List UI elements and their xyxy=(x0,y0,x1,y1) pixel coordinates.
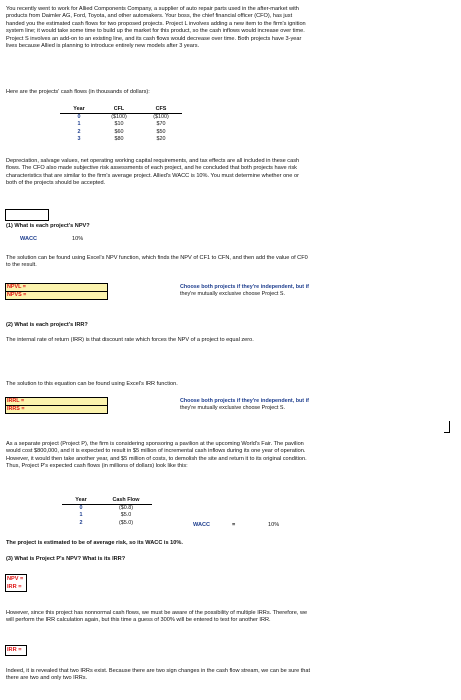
cell-cash-flow: ($5.0) xyxy=(118,519,134,526)
project-p-risk: The project is estimated to be of average risk, so its WACC is 10%. xyxy=(6,540,183,546)
table-row xyxy=(62,505,152,513)
cell-cash-flow: $5.0 xyxy=(120,512,132,519)
npv-s-cell[interactable]: NPVS = xyxy=(6,291,107,299)
project-p-paragraph: As a separate project (Project P), the firm is considering sponsoring a pavilion at the upcoming World's Fair. The pavilion would cost $800,000, and it is expected to result in $5 million of incremental cash inflows during its one year of operation. However, it would then take another year, and $5 million of costs, to demolish the site and return it to its original condition. Thus, Project P's expected cash flows (in millions of dollars) look like this: xyxy=(6,441,311,471)
irr-decision-note xyxy=(180,398,310,412)
cell-cfl: $10 xyxy=(114,121,124,128)
wacc2-label: WACC xyxy=(193,522,211,528)
wacc-value[interactable]: 10% xyxy=(72,236,84,242)
project-p-table xyxy=(62,497,152,527)
table-row xyxy=(60,136,182,143)
cell-year: 2 xyxy=(77,128,81,135)
intro-paragraph: You recently went to work for Allied Components Company, a supplier of auto repair parts used in the after-market with products from Daimler AG, Ford, Toyota, and other automakers. Your boss, the chief financial officer (CFO), has just handed you the estimated cash flows for two proposed projects. Project L involves adding a new item to the firm's ignition system line; it would take some time to build up the market for this product, so the cash inflows would increase over time. Project S involves an add-on to an existing line, and its cash flows would decrease over time. Both projects have 3-year lives because Allied is planning to introduce entirely new models after 3 years. xyxy=(6,6,306,50)
wacc2-value[interactable]: 10% xyxy=(268,522,280,528)
npv-solution-text: The solution can be found using Excel's NPV function, which finds the NPV of CF1 to CFN, and then add the value of CF0 to the result. xyxy=(6,255,308,269)
conclusion-paragraph: Indeed, it is revealed that two IRRs exist. Because there are two sign changes in the cash flow stream, we can be sure that there are two and only two IRRs. xyxy=(6,668,311,682)
question-1: (1) What is each project's NPV? xyxy=(6,223,90,229)
selected-cell[interactable] xyxy=(5,209,49,221)
cell-year: 0 xyxy=(79,505,83,512)
npv-note-rest: they're mutually exclusive choose Project S. xyxy=(180,291,285,298)
cell-cfl: $60 xyxy=(114,128,124,135)
irr-note-rest: they're mutually exclusive choose Project S. xyxy=(180,405,285,412)
cell-cash-flow: ($0.8) xyxy=(118,505,134,512)
irr-solution-text: The solution to this equation can be found using Excel's IRR function. xyxy=(6,381,178,387)
cell-cfs: $70 xyxy=(156,121,166,128)
nonnormal-paragraph: However, since this project has nonnormal cash flows, we must be aware of the possibility of multiple IRRs. Therefore, we will perform the IRR calculation again, but this time a guess of 300% will be entered to test for another IRR. xyxy=(6,610,308,624)
cell-year: 3 xyxy=(77,135,81,142)
cell-cfs: ($100) xyxy=(153,114,169,121)
npv-answer-box xyxy=(5,283,108,300)
col-cash-flow-header: Cash Flow xyxy=(100,497,152,505)
cash-flow-table xyxy=(60,106,182,143)
project-p-answer-box xyxy=(5,574,27,592)
col-cfs-header: CFS xyxy=(140,106,182,114)
irr-definition: The internal rate of return (IRR) is that discount rate which forces the NPV of a project to equal zero. xyxy=(6,337,254,343)
irr-note-lead: Choose both projects if they're independent, but if xyxy=(180,398,309,404)
project-p-irr-cell[interactable]: IRR = xyxy=(7,584,22,590)
irr-s-cell[interactable]: IRRS = xyxy=(6,405,107,413)
assumptions-paragraph: Depreciation, salvage values, net operating working capital requirements, and tax effects are all included in these cash flows. The CFO also made subjective risk assessments of each project, and he concluded that both projects have risk characteristics that are similar to the firm's average project. Allied's WACC is 10%. You must determine whether one or both of the projects should be accepted. xyxy=(6,158,300,187)
table-row xyxy=(62,512,152,519)
project-p-npv-cell[interactable]: NPV = xyxy=(7,576,24,582)
cell-cfl: $80 xyxy=(114,135,124,142)
npv-note-lead: Choose both projects if they're independent, but if xyxy=(180,284,309,290)
question-3: (3) What is Project P's NPV? What is its IRR? xyxy=(6,556,126,562)
cell-year: 2 xyxy=(79,519,83,526)
cell-year: 1 xyxy=(79,512,83,519)
table-row xyxy=(60,129,182,136)
cell-year: 0 xyxy=(77,114,81,121)
table-row xyxy=(60,114,182,122)
irr-answer-box xyxy=(5,397,108,414)
sheet-edge-marker xyxy=(444,421,450,433)
cash-flow-heading: Here are the projects' cash flows (in thousands of dollars): xyxy=(6,89,150,95)
irr-guess-cell[interactable]: IRR = xyxy=(7,647,22,653)
npv-l-cell[interactable]: NPVL = xyxy=(7,284,26,290)
irr-guess-box xyxy=(5,645,27,656)
npv-decision-note xyxy=(180,284,310,298)
wacc-label: WACC xyxy=(20,236,38,242)
table-row xyxy=(62,520,152,527)
irr-l-cell[interactable]: IRRL = xyxy=(7,398,25,404)
cell-year: 1 xyxy=(77,121,81,128)
wacc2-equals: = xyxy=(232,522,236,528)
col-year-header: Year xyxy=(60,106,98,114)
table-row xyxy=(60,121,182,128)
cell-cfl: ($100) xyxy=(111,114,127,121)
col-year-header: Year xyxy=(62,497,100,505)
cell-cfs: $20 xyxy=(156,135,166,142)
cell-cfs: $50 xyxy=(156,128,166,135)
question-2: (2) What is each project's IRR? xyxy=(6,322,88,328)
col-cfl-header: CFL xyxy=(98,106,140,114)
